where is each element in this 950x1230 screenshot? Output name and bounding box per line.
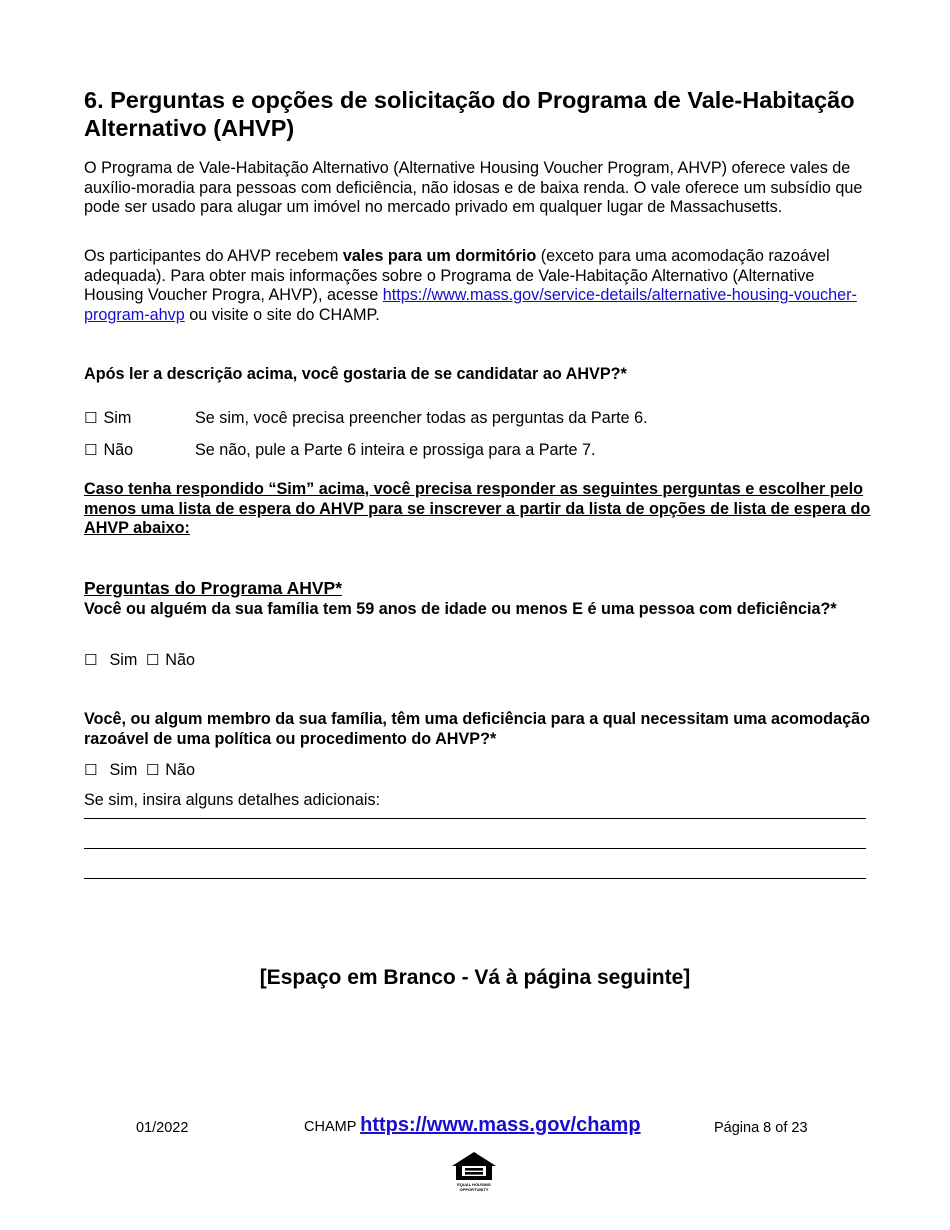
checkbox-icon[interactable]: ☐ [84, 651, 98, 669]
footer-champ [304, 1114, 641, 1137]
details-label: Se sim, insira alguns detalhes adicionais: [84, 791, 381, 809]
equal-housing-icon [450, 1150, 498, 1192]
q2-no-label: Não [165, 761, 195, 779]
details-input-line-2[interactable] [84, 848, 866, 849]
svg-text:OPPORTUNITY: OPPORTUNITY [459, 1187, 489, 1192]
info-text-3: ou visite o site do CHAMP. [184, 305, 380, 324]
footer-champ-link[interactable]: https://www.mass.gov/champ [360, 1114, 641, 1136]
apply-option-no-desc: Se não, pule a Parte 6 inteira e prossiga para a Parte 7. [195, 441, 596, 459]
details-input-line-3[interactable] [84, 878, 866, 879]
section-title: 6. Perguntas e opções de solicitação do Programa de Vale-Habitação Alternativo (AHVP) [84, 87, 855, 141]
apply-option-yes-label: Sim [103, 409, 132, 427]
q2-yes-label: Sim [109, 761, 138, 779]
question-2-options [84, 760, 195, 780]
apply-question: Após ler a descrição acima, você gostaria de se candidatar ao AHVP?* [84, 365, 627, 383]
checkbox-icon[interactable]: ☐ [84, 409, 98, 427]
apply-option-no[interactable] [84, 440, 596, 460]
footer-champ-label: CHAMP [304, 1119, 357, 1135]
details-input-line-1[interactable] [84, 818, 866, 819]
question-1-options [84, 650, 195, 670]
info-text-2: (exceto para uma acomodação razoável adequada). Para obter mais informações sobre o Programa de Vale-Habitação Alternativo (Alternative Housing Voucher Progra, AHVP), acesse [84, 247, 830, 305]
q1-no-label: Não [165, 651, 195, 669]
info-paragraph [84, 247, 874, 325]
checkbox-icon[interactable]: ☐ [84, 441, 98, 459]
apply-option-yes-desc: Se sim, você precisa preencher todas as perguntas da Parte 6. [195, 409, 648, 427]
checkbox-icon[interactable]: ☐ [84, 761, 98, 779]
svg-text:EQUAL HOUSING: EQUAL HOUSING [457, 1182, 491, 1187]
instructions-note: Caso tenha respondido “Sim” acima, você precisa responder as seguintes perguntas e escolher pelo menos uma lista de espera do AHVP para se inscrever a partir da lista de opções de lista de espera do AHVP abaixo: [84, 480, 871, 538]
apply-option-yes[interactable] [84, 408, 648, 428]
info-text-1: Os participantes do AHVP recebem [84, 247, 343, 265]
question-disability-age: Você ou alguém da sua família tem 59 anos de idade ou menos E é uma pessoa com deficiência?* [84, 600, 837, 618]
ahvp-info-link[interactable]: https://www.mass.gov/service-details/alternative-housing-voucher-program-ahvp [84, 286, 857, 324]
footer-page-number: Página 8 of 23 [714, 1120, 808, 1136]
checkbox-icon[interactable]: ☐ [145, 651, 160, 669]
footer-date: 01/2022 [136, 1120, 189, 1136]
checkbox-icon[interactable]: ☐ [145, 761, 160, 779]
intro-paragraph: O Programa de Vale-Habitação Alternativo (Alternative Housing Voucher Program, AHVP) oferece vales de auxílio-moradia para pessoas com deficiência, não idosas e de baixa renda. O vale oferece um subsídio que pode ser usado para alugar um imóvel no mercado privado em qualquer lugar de Massachusetts. [84, 159, 863, 217]
apply-option-no-label: Não [103, 441, 134, 459]
q1-yes-label: Sim [109, 651, 138, 669]
blank-space-notice: [Espaço em Branco - Vá à página seguinte] [259, 966, 691, 989]
info-text-bold: vales para um dormitório [342, 247, 537, 265]
questions-heading: Perguntas do Programa AHVP* [84, 578, 343, 598]
question-accommodation: Você, ou algum membro da sua família, têm uma deficiência para a qual necessitam uma acomodação razoável de uma política ou procedimento do AHVP?* [84, 710, 870, 748]
